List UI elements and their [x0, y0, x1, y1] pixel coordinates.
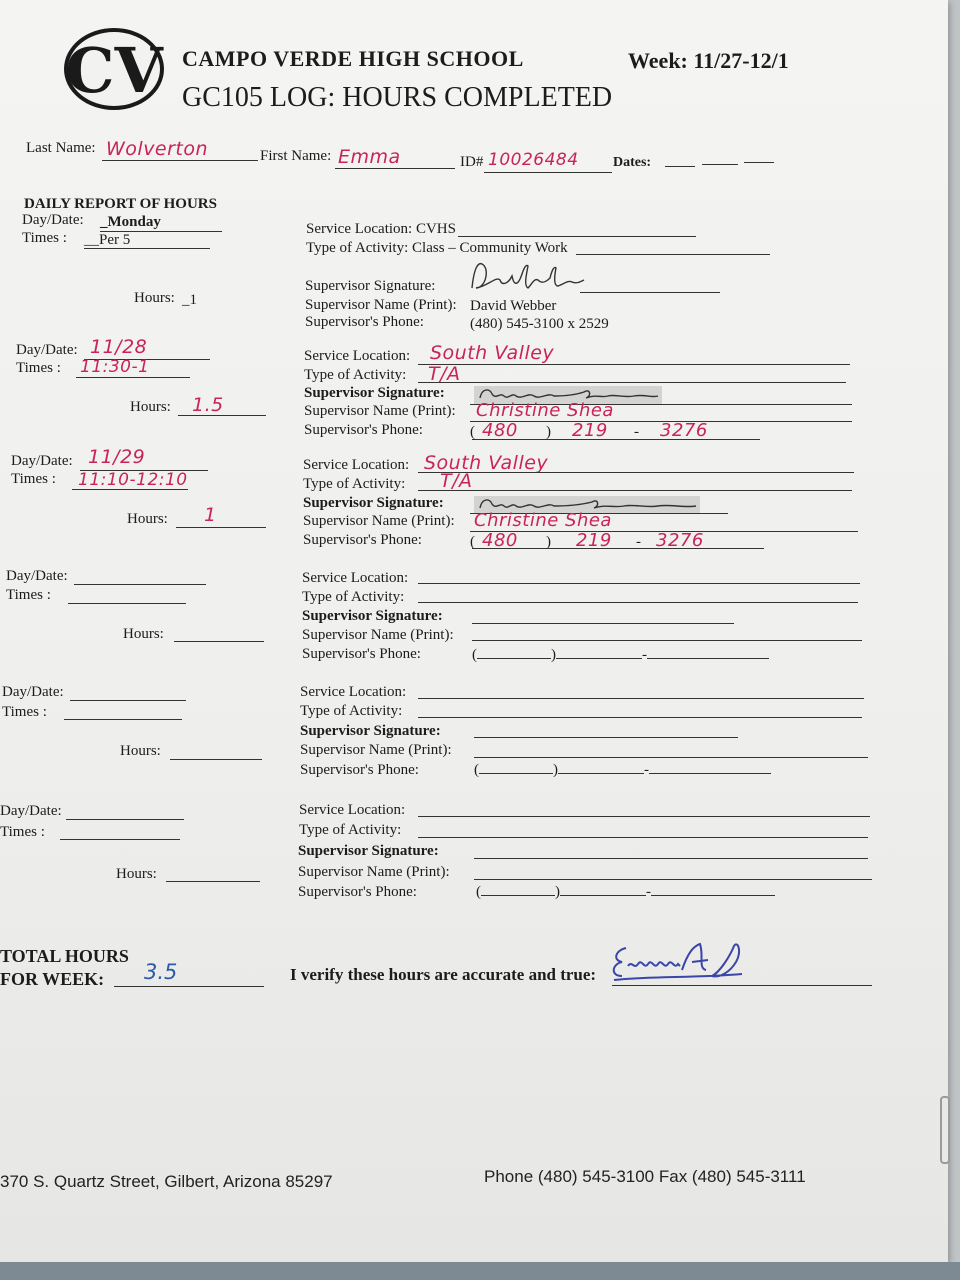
phone-prefix-2[interactable]: 219 — [572, 420, 608, 441]
form-title: GC105 LOG: HOURS COMPLETED — [182, 82, 613, 113]
times-label-2: Times : — [16, 360, 61, 376]
supervisor-phone-label-4: Supervisor's Phone: — [302, 646, 421, 662]
times-label-1: Times : — [22, 230, 67, 246]
times-label-3: Times : — [11, 471, 56, 487]
times-value-2[interactable]: 11:30-1 — [80, 357, 150, 377]
hours-line-4[interactable] — [174, 641, 264, 642]
id-line — [484, 172, 612, 173]
day-date-label-3: Day/Date: — [11, 453, 73, 469]
student-signature[interactable] — [608, 936, 744, 988]
activity-label-4: Type of Activity: — [302, 589, 405, 605]
activity-value-3[interactable]: T/A — [440, 470, 473, 492]
total-hours-value[interactable]: 3.5 — [144, 960, 178, 984]
service-location-line-5[interactable] — [418, 698, 864, 699]
times-line-5[interactable] — [64, 719, 182, 720]
hours-label-5: Hours: — [120, 743, 161, 759]
id-value[interactable]: 10026484 — [488, 150, 579, 170]
times-line-3 — [72, 489, 188, 490]
service-location-value-1[interactable]: CVHS — [415, 221, 456, 237]
day-line-5[interactable] — [70, 700, 186, 701]
hours-label-3: Hours: — [127, 511, 168, 527]
supervisor-name-label-4: Supervisor Name (Print): — [302, 627, 454, 643]
times-label-4: Times : — [6, 587, 51, 603]
service-location-line-4[interactable] — [418, 583, 860, 584]
hours-line-3 — [176, 527, 266, 528]
svg-text:CV: CV — [65, 34, 163, 107]
total-hours-label-line2: FOR WEEK: — [0, 969, 105, 989]
daily-report-title: DAILY REPORT OF HOURS — [24, 196, 217, 212]
day-value-1[interactable]: _Monday — [100, 214, 161, 230]
supervisor-name-value-2[interactable]: Christine Shea — [476, 400, 614, 421]
times-value-3[interactable]: 11:10-12:10 — [78, 470, 188, 490]
phone-area-2[interactable]: 480 — [482, 420, 518, 441]
phone-template-4: ( ) - — [472, 647, 769, 664]
times-line-4[interactable] — [68, 603, 186, 604]
day-value-2[interactable]: 11/28 — [90, 336, 148, 358]
activity-label-6: Type of Activity: — [299, 822, 402, 838]
phone-open-paren-2: ( — [470, 424, 475, 440]
total-hours-line — [114, 986, 264, 987]
last-name-label: Last Name: — [26, 140, 96, 156]
phone-open-paren-3: ( — [470, 534, 475, 550]
floor-background — [0, 1262, 960, 1280]
phone-close-paren-3: ) — [546, 534, 551, 550]
service-location-value-2[interactable]: South Valley — [430, 342, 555, 364]
day-date-label-1: Day/Date: — [22, 212, 84, 228]
phone-dash-3: - — [636, 534, 641, 550]
supervisor-signature-1[interactable] — [468, 258, 586, 296]
verify-label: I verify these hours are accurate and true: — [290, 965, 597, 984]
activity-label-5: Type of Activity: — [300, 703, 403, 719]
supervisor-name-label-6: Supervisor Name (Print): — [298, 864, 450, 880]
school-address: 370 S. Quartz Street, Gilbert, Arizona 85297 — [0, 1172, 333, 1191]
service-location-label-1: Service Location: CVHS — [306, 221, 456, 237]
day-date-label-6: Day/Date: — [0, 803, 62, 819]
service-location-line-2 — [418, 364, 850, 365]
activity-label-2: Type of Activity: — [304, 367, 407, 383]
supervisor-signature-label-4: Supervisor Signature: — [302, 608, 443, 624]
paper-clip-icon — [940, 1096, 950, 1164]
signature-line-6[interactable] — [474, 858, 868, 859]
activity-line-6[interactable] — [418, 837, 868, 838]
times-value-1[interactable]: __Per 5 — [84, 232, 131, 248]
supervisor-phone-label-2: Supervisor's Phone: — [304, 422, 423, 438]
hours-label-4: Hours: — [123, 626, 164, 642]
hours-line-5[interactable] — [170, 759, 262, 760]
activity-line-5[interactable] — [418, 717, 862, 718]
supervisor-name-label-3: Supervisor Name (Print): — [303, 513, 455, 529]
supervisor-phone-label-3: Supervisor's Phone: — [303, 532, 422, 548]
supervisor-phone-label-5: Supervisor's Phone: — [300, 762, 419, 778]
phone-underline-2 — [472, 439, 760, 440]
dates-line-2 — [702, 164, 738, 165]
service-location-value-3[interactable]: South Valley — [424, 452, 549, 474]
dates-line-1 — [665, 166, 695, 167]
day-date-label-4: Day/Date: — [6, 568, 68, 584]
service-location-line-3 — [418, 472, 854, 473]
hours-label-6: Hours: — [116, 866, 157, 882]
phone-line-3[interactable]: 3276 — [656, 530, 704, 551]
activity-line-3 — [418, 490, 852, 491]
supervisor-name-label-2: Supervisor Name (Print): — [304, 403, 456, 419]
supervisor-name-line-4[interactable] — [472, 640, 862, 641]
activity-value-1[interactable]: Class – Community Work — [412, 240, 568, 256]
day-date-label-2: Day/Date: — [16, 342, 78, 358]
id-label: ID# — [460, 154, 484, 170]
service-location-line-6[interactable] — [418, 816, 870, 817]
day-line-4[interactable] — [74, 584, 206, 585]
first-name-label: First Name: — [260, 148, 332, 164]
phone-area-3[interactable]: 480 — [482, 530, 518, 551]
supervisor-name-value-3[interactable]: Christine Shea — [474, 510, 612, 531]
service-location-line-1 — [458, 236, 696, 237]
activity-value-2[interactable]: T/A — [428, 363, 461, 385]
supervisor-phone-label-6: Supervisor's Phone: — [298, 884, 417, 900]
phone-line-2[interactable]: 3276 — [660, 420, 708, 441]
hours-label-2: Hours: — [130, 399, 171, 415]
school-name: CAMPO VERDE HIGH SCHOOL — [182, 46, 524, 71]
day-date-label-5: Day/Date: — [2, 684, 64, 700]
school-phone-fax: Phone (480) 545-3100 Fax (480) 545-3111 — [484, 1167, 806, 1186]
signature-line-5[interactable] — [474, 737, 738, 738]
supervisor-name-value-1[interactable]: David Webber — [470, 298, 557, 314]
service-location-label-2: Service Location: — [304, 348, 411, 364]
supervisor-signature-label-2: Supervisor Signature: — [304, 385, 445, 401]
supervisor-signature-label-3: Supervisor Signature: — [303, 495, 444, 511]
times-label-5: Times : — [2, 704, 47, 720]
activity-line-2 — [418, 382, 846, 383]
day-line-6[interactable] — [66, 819, 184, 820]
hours-line-6[interactable] — [166, 881, 260, 882]
times-line-1 — [84, 248, 210, 249]
hours-value-3[interactable]: 1 — [204, 504, 217, 526]
service-location-label-6: Service Location: — [299, 802, 406, 818]
supervisor-signature-label-5: Supervisor Signature: — [300, 723, 441, 739]
last-name-line — [102, 160, 258, 161]
supervisor-phone-value-1[interactable]: (480) 545-3100 x 2529 — [470, 316, 609, 332]
service-location-label-5: Service Location: — [300, 684, 407, 700]
cv-logo-icon — [62, 26, 166, 112]
day-value-3[interactable]: 11/29 — [88, 446, 146, 468]
phone-close-paren-2: ) — [546, 424, 551, 440]
hours-value-1[interactable]: _1 — [182, 292, 197, 308]
last-name-value[interactable]: Wolverton — [106, 138, 209, 160]
phone-template-5: ( ) - — [474, 762, 771, 779]
times-line-6[interactable] — [60, 839, 180, 840]
activity-line-4[interactable] — [418, 602, 858, 603]
dates-line-3 — [744, 162, 774, 163]
times-line-2 — [76, 377, 190, 378]
hours-value-2[interactable]: 1.5 — [192, 394, 224, 416]
phone-dash-2: - — [634, 424, 639, 440]
first-name-line — [335, 168, 455, 169]
supervisor-name-line-5[interactable] — [474, 757, 868, 758]
signature-line-1 — [580, 292, 720, 293]
hours-label-1: Hours: — [134, 290, 175, 306]
first-name-value[interactable]: Emma — [338, 146, 401, 168]
phone-template-6: ( ) - — [476, 884, 775, 901]
times-label-6: Times : — [0, 824, 45, 840]
supervisor-name-line-6[interactable] — [474, 879, 872, 880]
supervisor-signature-label-1: Supervisor Signature: — [305, 278, 436, 294]
signature-line-4[interactable] — [472, 623, 734, 624]
student-signature-line — [612, 985, 872, 986]
service-location-label-3: Service Location: — [303, 457, 410, 473]
dates-label: Dates: — [613, 155, 652, 170]
supervisor-phone-label-1: Supervisor's Phone: — [305, 314, 424, 330]
service-location-label-4: Service Location: — [302, 570, 409, 586]
supervisor-name-label-5: Supervisor Name (Print): — [300, 742, 452, 758]
supervisor-name-label-1: Supervisor Name (Print): — [305, 297, 457, 313]
phone-prefix-3[interactable]: 219 — [576, 530, 612, 551]
supervisor-signature-label-6: Supervisor Signature: — [298, 843, 439, 859]
activity-label-3: Type of Activity: — [303, 476, 406, 492]
activity-line-1 — [576, 254, 770, 255]
week-range: Week: 11/27-12/1 — [628, 48, 789, 73]
hours-line-2 — [178, 415, 266, 416]
total-hours-label-line1: TOTAL HOURS — [0, 946, 129, 966]
phone-underline-3 — [472, 548, 764, 549]
activity-label-1: Type of Activity: Class – Community Work — [306, 240, 568, 256]
